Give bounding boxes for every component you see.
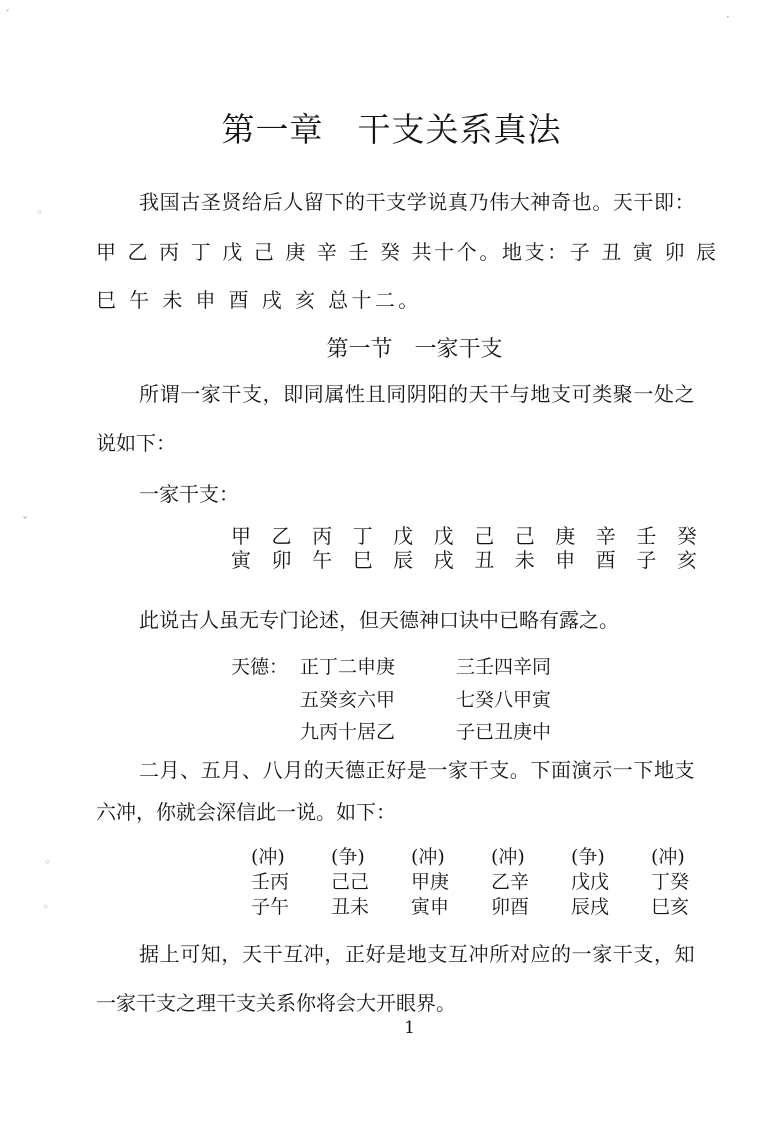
stem-cell: 庚 — [555, 524, 576, 548]
branch-cell: 子 — [636, 548, 657, 572]
tiande-intro: 此说古人虽无专门论述，但天德神口诀中已略有露之。 — [139, 608, 619, 632]
stem-cell: 乙 — [271, 524, 292, 548]
clash-label: (争) — [331, 846, 365, 868]
conclusion-line-2: 一家干支之理干支关系你将会大开眼界。 — [96, 991, 456, 1015]
branch-cell: 辰 — [393, 548, 414, 572]
branch-cell: 午 — [312, 548, 333, 572]
section-para-line-2: 说如下： — [96, 431, 176, 455]
section-para-line-1: 所谓一家干支，即同属性且同阴阳的天干与地支可类聚一处之 — [139, 382, 696, 406]
stem-cell: 己 — [514, 524, 535, 548]
tiande-label: 天德： — [231, 656, 289, 678]
scan-speck: ◦ — [42, 900, 50, 914]
clash-stems: 乙辛 — [491, 871, 530, 893]
clash-branches: 丑未 — [331, 896, 370, 918]
yijia-stems-row — [230, 524, 698, 548]
poem-line: 子已丑庚中 — [456, 721, 552, 743]
clash-branches-row — [251, 895, 731, 919]
conclusion-line-1: 据上可知，天干互冲，正好是地支互冲所对应的一家干支，知 — [139, 942, 696, 966]
clash-branches: 子午 — [251, 896, 290, 918]
poem-line: 九丙十居乙 — [300, 721, 396, 743]
stem-cell: 丙 — [312, 524, 333, 548]
scan-speck: ◦ — [44, 855, 52, 869]
poem-line: 五癸亥六甲 — [300, 689, 396, 711]
stem-cell: 辛 — [595, 524, 616, 548]
intro-line-3: 巳 午 未 申 酉 戌 亥 总十二。 — [96, 288, 422, 312]
stem-cell: 戊 — [433, 524, 454, 548]
clash-labels-row — [251, 845, 731, 869]
stem-cell: 壬 — [636, 524, 657, 548]
chapter-title: 第一章 干支关系真法 — [221, 110, 562, 149]
clash-stems: 己己 — [331, 871, 370, 893]
branch-cell: 寅 — [231, 548, 251, 572]
section-title: 第一节 一家干支 — [326, 337, 503, 362]
clash-label: (冲) — [411, 846, 445, 868]
page-number: 1 — [404, 1018, 415, 1038]
poem-line: 三壬四辛同 — [456, 656, 552, 678]
clash-stems-row — [251, 870, 731, 894]
clash-stems: 戊戊 — [571, 871, 610, 893]
yijia-table — [230, 524, 698, 572]
clash-branches: 寅申 — [411, 896, 450, 918]
clash-label: (争) — [571, 846, 605, 868]
branch-cell: 巳 — [352, 548, 373, 572]
liuchong-line-1: 二月、五月、八月的天德正好是一家干支。下面演示一下地支 — [139, 758, 696, 782]
branch-cell: 戌 — [433, 548, 454, 572]
stem-cell: 癸 — [676, 524, 697, 548]
intro-line-1: 我国古圣贤给后人留下的干支学说真乃伟大神奇也。天干即： — [139, 190, 696, 214]
scan-speck: ◦ — [36, 205, 44, 219]
clash-stems: 甲庚 — [411, 871, 450, 893]
yijia-label: 一家干支： — [139, 482, 239, 506]
clash-stems: 丁癸 — [651, 871, 690, 893]
scan-speck: ˇ — [22, 515, 28, 529]
branch-cell: 未 — [514, 548, 535, 572]
stem-cell: 甲 — [231, 524, 251, 548]
clash-branches: 巳亥 — [651, 896, 690, 918]
scan-speck: ˊ — [4, 8, 10, 22]
clash-stems: 壬丙 — [251, 871, 290, 893]
branch-cell: 亥 — [676, 548, 697, 572]
branch-cell: 卯 — [271, 548, 292, 572]
poem-line: 正丁二申庚 — [300, 656, 396, 678]
clash-label: (冲) — [251, 846, 285, 868]
yijia-branches-row — [230, 548, 698, 572]
clash-label: (冲) — [651, 846, 685, 868]
stem-cell: 戊 — [393, 524, 414, 548]
branch-cell: 酉 — [595, 548, 616, 572]
stem-cell: 己 — [474, 524, 495, 548]
clash-branches: 卯酉 — [491, 896, 530, 918]
stem-cell: 丁 — [352, 524, 373, 548]
branch-cell: 丑 — [474, 548, 495, 572]
liuchong-line-2: 六冲，你就会深信此一说。如下： — [96, 800, 396, 824]
clash-branches: 辰戌 — [571, 896, 610, 918]
intro-line-2: 甲 乙 丙 丁 戊 己 庚 辛 壬 癸 共十个。地支：子 丑 寅 卯 辰 — [96, 240, 719, 264]
clash-table — [251, 845, 731, 919]
branch-cell: 申 — [555, 548, 576, 572]
scan-speck: · — [726, 10, 730, 24]
poem-line: 七癸八甲寅 — [456, 689, 552, 711]
clash-label: (冲) — [491, 846, 525, 868]
